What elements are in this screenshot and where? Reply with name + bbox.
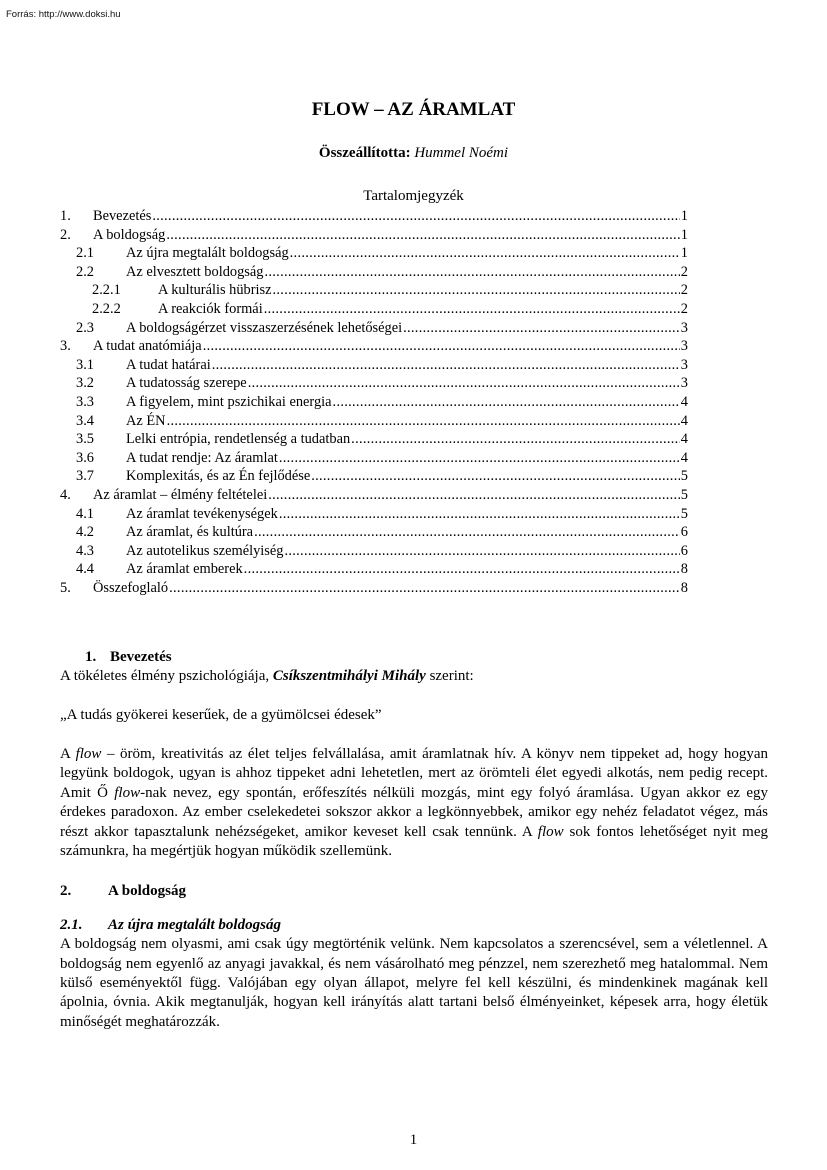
subsection-number: 2.1. (60, 916, 83, 933)
toc-entry-number: 3.7 (76, 468, 94, 485)
document-body (60, 648, 768, 1032)
toc-dot-leader (264, 263, 679, 282)
toc-entry-number: 4.1 (76, 505, 94, 522)
toc-entry[interactable] (60, 356, 688, 375)
toc-dot-leader (279, 449, 680, 468)
toc-entry-number: 1. (60, 208, 71, 224)
toc-dot-leader (254, 523, 680, 542)
toc-entry[interactable] (60, 523, 688, 542)
toc-entry[interactable] (60, 207, 688, 226)
toc-entry-title: A boldogság (93, 226, 166, 243)
toc-entry-page: 6 (680, 542, 688, 559)
toc-entry[interactable] (60, 281, 688, 300)
toc-entry-title: Az áramlat – élmény feltételei (93, 486, 268, 503)
toc-dot-leader (290, 244, 680, 263)
toc-entry-number: 2. (60, 226, 71, 243)
toc-entry-page: 2 (680, 263, 688, 280)
toc-entry-page: 5 (680, 468, 688, 485)
toc-entry-title: Az áramlat emberek (126, 561, 243, 578)
intro-paragraph (60, 745, 768, 861)
toc-dot-leader (311, 467, 680, 486)
toc-entry-title: Lelki entrópia, rendetlenség a tudatban (126, 431, 351, 448)
toc-entry[interactable] (60, 560, 688, 579)
toc-dot-leader (333, 393, 680, 412)
toc-dot-leader (152, 207, 679, 226)
toc-entry[interactable] (60, 300, 688, 319)
toc-entry-page: 3 (680, 375, 688, 392)
flow-term: flow (75, 746, 102, 762)
toc-entry-title: A tudatosság szerepe (126, 375, 247, 392)
toc-entry-title: A kulturális hübrisz (158, 282, 272, 299)
paragraph-text: A (60, 746, 76, 762)
flow-term: flow (114, 784, 141, 801)
toc-entry[interactable] (60, 244, 688, 263)
toc-entry[interactable] (60, 467, 688, 486)
intro-line (60, 667, 768, 686)
section-number: 1. (85, 649, 97, 665)
paragraph-text: – öröm, kreativitás az élet teljes felvállalása, amit áramlatnak hív. A könyv nem tippeket ad, hogy hogyan legyünk boldogok, ugyan is ahhoz tippeket adni lehetetlen, mert az örömteli élet egyedi alkotás, nem pedig recept. Amit Ő (60, 746, 768, 801)
toc-entry-number: 2.2.2 (92, 300, 121, 317)
toc-entry-title: Az újra megtalált boldogság (126, 245, 289, 262)
toc-entry-number: 3.3 (76, 393, 94, 410)
quote: „A tudás gyökerei keserűek, de a gyümölcsei édesek” (60, 707, 382, 724)
toc-entry[interactable] (60, 374, 688, 393)
toc-dot-leader (244, 560, 680, 579)
toc-entry[interactable] (60, 486, 688, 505)
toc-dot-leader (284, 542, 679, 561)
toc-entry-title: Összefoglaló (93, 579, 169, 596)
toc-entry-number: 3.4 (76, 412, 94, 429)
toc-entry-page: 8 (680, 561, 688, 578)
section-number: 2. (60, 883, 72, 900)
toc-entry-number: 3.6 (76, 449, 94, 466)
section-heading-bevezetes (60, 648, 768, 667)
section-title: A boldogság (108, 883, 186, 900)
paragraph-text: sok fontos lehetőséget nyit meg számunkra, ha megértjük hogyan működik szellemünk. (60, 823, 768, 860)
toc-entry-page: 1 (680, 226, 688, 243)
toc-entry[interactable] (60, 337, 688, 356)
toc-entry-number: 4.3 (76, 542, 94, 559)
compiler-line (0, 145, 827, 162)
toc-dot-leader (203, 337, 680, 356)
toc-dot-leader (351, 430, 680, 449)
toc-entry-number: 2.2 (76, 263, 94, 280)
toc-dot-leader (264, 300, 680, 319)
toc-entry-number: 2.2.1 (92, 282, 121, 299)
toc-entry-page: 5 (680, 486, 688, 503)
toc-entry-page: 4 (680, 412, 688, 429)
page-number: 1 (409, 1132, 418, 1148)
toc-entry-page: 4 (680, 449, 688, 466)
toc-entry[interactable] (60, 226, 688, 245)
toc-entry-page: 6 (680, 524, 688, 541)
toc-entry[interactable] (60, 505, 688, 524)
toc-entry-number: 5. (60, 579, 71, 596)
toc-entry-number: 2.1 (76, 245, 94, 262)
toc-entry-title: A tudat határai (126, 356, 211, 373)
toc-dot-leader (248, 374, 680, 393)
section-heading-boldogsag (60, 882, 768, 901)
toc-entry-page: 3 (680, 319, 688, 336)
toc-entry[interactable] (60, 430, 688, 449)
section-title: Bevezetés (110, 649, 172, 665)
boldogsag-paragraph: A boldogság nem olyasmi, ami csak úgy megtörténik velünk. Nem kapcsolatos a szerencsével, sem a véletlennel. A boldogság nem egyenlő az anyagi javakkal, és nem vásárolható meg pénzzel, nem szerezhető meg hatalommal. Nem külső eseményektől függ. Valójában egy olyan állapot, melyre fel kell készülni, és mindenkinek magának kell ápolnia, óvnia. Akik megtanulják, hogyan kell irányítás alatt tartani belső élményeinket, képesek arra, hogy életük minőségét meghatározzák. (60, 936, 768, 1030)
toc-dot-leader (268, 486, 680, 505)
flow-term: flow (537, 823, 564, 840)
toc-heading: Tartalomjegyzék (363, 188, 464, 204)
toc-entry[interactable] (60, 449, 688, 468)
toc-entry-page: 4 (680, 431, 688, 448)
toc-entry-page: 4 (680, 393, 688, 410)
toc-dot-leader (166, 226, 679, 245)
toc-entry-page: 3 (680, 338, 688, 355)
toc-entry-page: 1 (680, 245, 688, 262)
toc-entry-title: Az ÉN (126, 412, 166, 429)
toc-entry-number: 4. (60, 486, 71, 503)
toc-entry-page: 2 (680, 300, 688, 317)
toc-entry-page: 5 (680, 505, 688, 522)
toc-entry-title: A tudat anatómiája (93, 338, 202, 355)
toc-entry-title: A reakciók formái (158, 300, 263, 317)
toc-dot-leader (273, 281, 680, 300)
toc-entry[interactable] (60, 542, 688, 561)
toc-entry-page: 1 (680, 208, 688, 224)
author-name: Csíkszentmihályi Mihály (272, 668, 426, 685)
toc-entry[interactable] (60, 319, 688, 338)
toc-entry-page: 2 (680, 282, 688, 299)
toc-dot-leader (212, 356, 680, 375)
toc-entry-page: 3 (680, 356, 688, 373)
toc-entry-title: A tudat rendje: Az áramlat (126, 449, 278, 466)
toc-entry[interactable] (60, 579, 688, 598)
toc-entry-title: A figyelem, mint pszichikai energia (126, 393, 332, 410)
toc-entry-number: 2.3 (76, 319, 94, 336)
toc-entry-title: Bevezetés (93, 208, 152, 224)
toc-entry-title: Az áramlat tevékenységek (126, 505, 278, 522)
toc-dot-leader (403, 319, 680, 338)
toc-entry-title: Az áramlat, és kultúra (126, 524, 254, 541)
toc-entry-number: 3. (60, 338, 71, 355)
toc-entry-title: Komplexitás, és az Én fejlődése (126, 468, 311, 485)
toc-entry-title: Az elvesztett boldogság (126, 263, 264, 280)
toc-entry[interactable] (60, 412, 688, 431)
paragraph-text: -nak nevez, egy spontán, erőfeszítés nélküli mozgás, mint egy folyó áramlása. Ugyan akkor ez egy érdekes paradoxon. Az ember cselekedetei sokszor akkor a legkönnyebbek, amikor egy nehéz feladatot végez, más részt akkor tapasztalunk nehézségeket, amikor keveset kell csak tennünk. A (60, 784, 769, 840)
toc-entry-number: 4.2 (76, 524, 94, 541)
toc-entry-number: 3.5 (76, 431, 94, 448)
toc-dot-leader (167, 412, 680, 431)
subsection-heading (60, 916, 768, 935)
intro-text-end: szerint: (425, 668, 474, 685)
compiler-label: Összeállította: (318, 145, 411, 161)
toc-dot-leader (169, 579, 680, 598)
toc-dot-leader (279, 505, 680, 524)
toc-entry-page: 8 (680, 579, 688, 596)
intro-text: A tökéletes élmény pszichológiája, (60, 668, 273, 685)
toc-entry[interactable] (60, 393, 688, 412)
toc-entry-title: Az autotelikus személyiség (126, 542, 284, 559)
toc-entry[interactable] (60, 263, 688, 282)
compiler-name: Hummel Noémi (414, 145, 509, 161)
subsection-title: Az újra megtalált boldogság (108, 916, 281, 933)
toc-entry-number: 3.1 (76, 356, 94, 373)
toc-entry-number: 4.4 (76, 561, 94, 578)
source-note: Forrás: http://www.doksi.hu (6, 9, 121, 20)
toc-entry-number: 3.2 (76, 375, 94, 392)
toc-entry-title: A boldogságérzet visszaszerzésének lehetőségei (126, 319, 403, 336)
table-of-contents (60, 207, 688, 597)
document-title: FLOW – AZ ÁRAMLAT (311, 99, 516, 120)
